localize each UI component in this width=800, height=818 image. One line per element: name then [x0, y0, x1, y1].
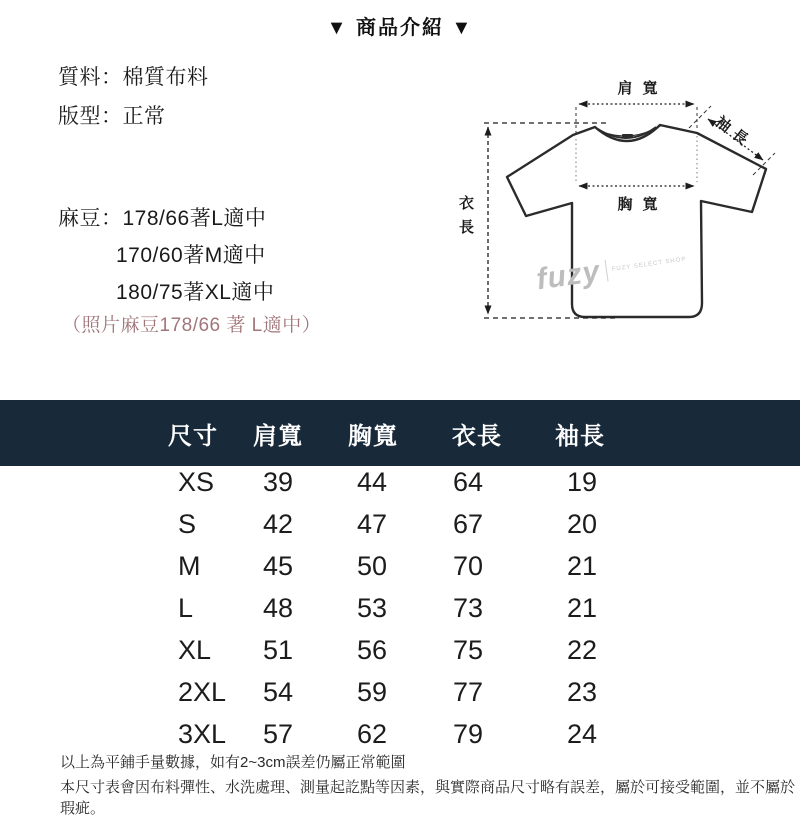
model-info-line-3: 180/75著XL適中	[116, 281, 275, 304]
col-header-chest: 胸寬	[348, 422, 398, 450]
chest-cell: 44	[357, 466, 388, 497]
sleeve-cell: 20	[567, 508, 598, 539]
sleeve-cell: 21	[567, 592, 598, 623]
shoulder-cell: 51	[263, 634, 294, 665]
sleeve-cell: 19	[567, 466, 598, 497]
size-diagram	[440, 55, 800, 350]
col-header-sleeve: 袖長	[555, 422, 605, 450]
model-label: 麻豆：	[58, 207, 123, 230]
size-cell: XL	[178, 634, 212, 665]
sleeve-cell: 22	[567, 634, 598, 665]
length-cell: 70	[453, 550, 484, 581]
collar-tag	[622, 134, 633, 139]
length-cell: 79	[453, 718, 484, 749]
garment-length-label: 衣長	[457, 195, 475, 243]
sleeve-cell: 21	[567, 550, 598, 581]
page-title: ▼ 商品介紹 ▼	[326, 17, 474, 39]
model-info-line-1	[58, 202, 266, 232]
col-header-size: 尺寸	[168, 422, 218, 450]
shoulder-cell: 39	[263, 466, 294, 497]
sleeve-cell: 23	[567, 676, 598, 707]
shoulder-cell: 54	[263, 676, 294, 707]
shoulder-cell: 42	[263, 508, 294, 539]
measurement-note-2: 本尺寸表會因布料彈性、水洗處理、測量起訖點等因素，與實際商品尺寸略有誤差，屬於可接受範圍，並不屬於瑕疵。	[60, 779, 796, 817]
chest-cell: 47	[357, 508, 388, 539]
size-cell: 2XL	[178, 676, 227, 707]
measurement-note-1: 以上為平鋪手量數據，如有2~3cm誤差仍屬正常範圍	[60, 754, 406, 771]
shoulder-cell: 57	[263, 718, 294, 749]
sleeve-length-label: 袖長	[711, 112, 757, 153]
watermark-divider	[605, 260, 609, 282]
size-cell: XS	[178, 466, 215, 497]
length-cell: 77	[453, 676, 484, 707]
shoulder-cell: 48	[263, 592, 294, 623]
fit-info: 版型：正常	[58, 105, 166, 128]
chest-cell: 53	[357, 592, 388, 623]
watermark-sub-text: FUZY SELECT SHOP	[611, 256, 687, 273]
size-cell: 3XL	[178, 718, 227, 749]
size-table-body	[178, 461, 800, 755]
size-cell: S	[178, 508, 197, 539]
shoulder-cell: 45	[263, 550, 294, 581]
col-header-shoulder: 肩寬	[253, 422, 303, 450]
watermark-brand-text: fuzy	[534, 254, 603, 297]
model-info-line-2: 170/60著M適中	[116, 244, 266, 267]
model-line: 178/66著L適中	[122, 207, 267, 230]
sleeve-dim-tick-top	[689, 106, 711, 128]
size-cell: L	[178, 592, 194, 623]
chest-cell: 62	[357, 718, 388, 749]
sleeve-cell: 24	[567, 718, 598, 749]
chest-cell: 59	[357, 676, 388, 707]
chest-width-label: 胸寬	[617, 195, 668, 213]
size-cell: M	[178, 550, 201, 581]
material-info: 質料：棉質布料	[58, 66, 209, 89]
col-header-length: 衣長	[452, 422, 502, 450]
chest-cell: 56	[357, 634, 388, 665]
chest-cell: 50	[357, 550, 388, 581]
shoulder-width-label: 肩寬	[617, 79, 668, 97]
length-cell: 64	[453, 466, 484, 497]
length-cell: 75	[453, 634, 484, 665]
photo-model-note: （照片麻豆178/66 著 L適中）	[62, 315, 322, 336]
length-cell: 73	[453, 592, 484, 623]
size-table-header	[0, 400, 800, 466]
length-cell: 67	[453, 508, 484, 539]
